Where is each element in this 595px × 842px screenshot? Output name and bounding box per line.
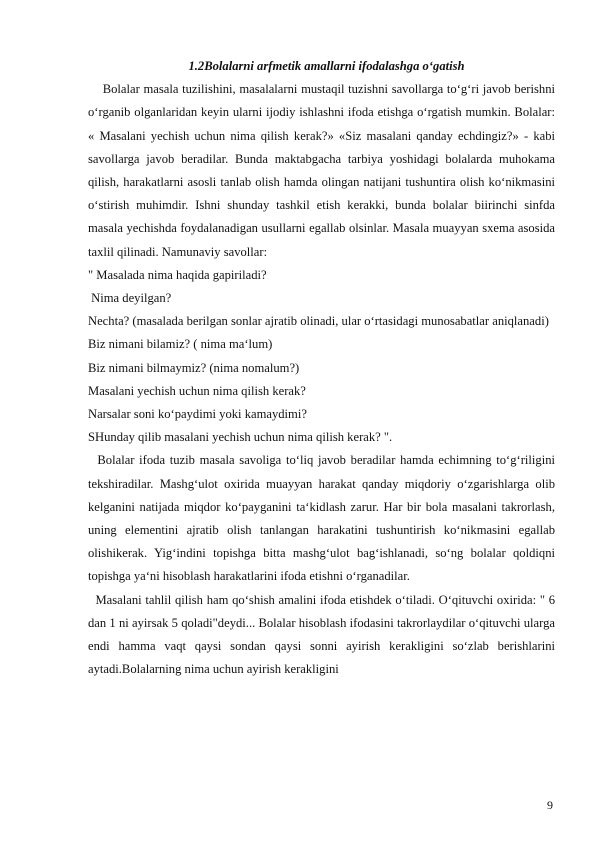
paragraph-intro: Bolalar masala tuzilishini, masalalarni mustaqil tuzishni savollarga to‘g‘ri javob berishni o‘rganib olganlaridan keyin ularni ijodiy ishlashni ifoda etishga o‘rgatish mumkin. Bolalar: « Masalani yechish uchun nima qilish kerak?» «Siz masalani qanday echdingiz?» - kabi savollarga javob beradilar. Bunda maktabgacha tarbiya yoshidagi bolalarda muhokama qilish, harakatlarni asosli tanlab olish hamda olingan natijani tushuntira olish ko‘nikmasini o‘stirish muhimdir. Ishni shunday tashkil etish kerakki, bunda bolalar biirinchi sinfda masala yechishda foydalanadigan usullarni egallab olsinlar. Masala muayyan sxema asosida taxlil qilinadi. Namunaviy savollar:: [88, 82, 559, 259]
question-line: " Masalada nima haqida gapiriladi?: [88, 267, 267, 282]
question-line: Nechta? (masalada berilgan sonlar ajratib olinadi, ular o‘rtasidagi munosabatlar aniqlanadi): [88, 314, 549, 329]
paragraph-body: Masalani tahlil qilish ham qo‘shish amalini ifoda etishdek o‘tiladi. O‘qituvchi oxirida: " 6 dan 1 ni ayirsak 5 qoladi"deydi... Bolalar hisoblash ifodasini takrorlaydilar o‘qituvchi ularga endi hamma vaqt qaysi sondan qaysi sonni ayirish kerakligini so‘zlab berishlarini aytadi.Bolalarning nima uchun ayirish kerakligini: [88, 592, 559, 677]
question-line: Nima deyilgan?: [88, 291, 172, 306]
question-line: Narsalar soni ko‘paydimi yoki kamaydimi?: [88, 407, 307, 422]
paragraph-body: Bolalar ifoda tuzib masala savoliga to‘liq javob beradilar hamda echimning to‘g‘riligini tekshiradilar. Mashg‘ulot oxirida muayyan harakat qanday miqdoriy o‘zgarishlarga olib kelganini natijada miqdor ko‘payganini ta‘kidlash zarur. Har bir bola masalani takrorlash, uning elementini ajratib olish tanlangan harakatini tushuntirish ko‘nikmasini egallab olishikerak. Yig‘indini topishga bitta mashg‘ulot bag‘ishlanadi, so‘ng bolalar qoldiqni topishga ya‘ni hisoblash harakatlarini ifoda etishni o‘rganadilar.: [88, 453, 559, 584]
question-line: Biz nimani bilmaymiz? (nima nomalum?): [88, 360, 300, 375]
question-line: Biz nimani bilamiz? ( nima ma‘lum): [88, 337, 273, 352]
question-line: SHunday qilib masalani yechish uchun nima qilish kerak? ".: [88, 430, 393, 445]
page-number: 9: [547, 798, 553, 812]
document-page: [88, 55, 559, 681]
question-line: Masalani yechish uchun nima qilish kerak?: [88, 383, 306, 398]
section-title: 1.2Bolalarni arfmetik amallarni ifodalashga o‘gatish: [188, 59, 465, 73]
